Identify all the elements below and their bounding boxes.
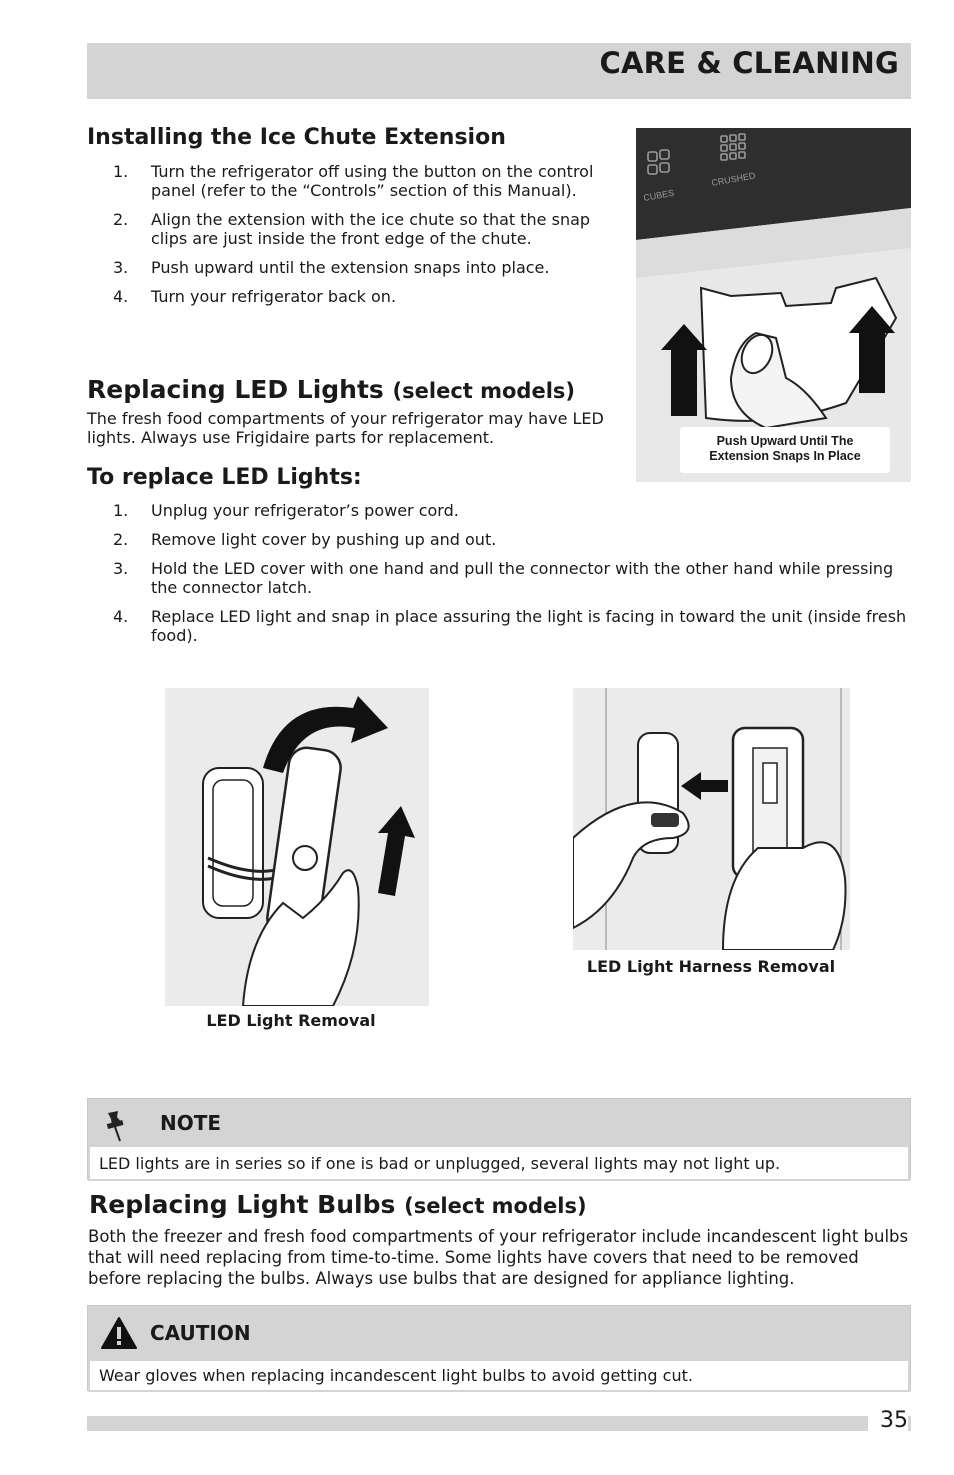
note-title: NOTE: [160, 1111, 222, 1135]
led-subheading: To replace LED Lights:: [87, 465, 362, 490]
list-item: 4. Replace LED light and snap in place assuring the light is facing in toward the unit (inside fresh food).: [113, 607, 907, 645]
warning-triangle-icon: [100, 1316, 138, 1354]
cubes-label: CUBES: [642, 187, 675, 203]
caution-header: [88, 1306, 910, 1361]
note-header: [88, 1099, 910, 1147]
footer-bar: [87, 1416, 911, 1431]
note-text: LED lights are in series so if one is bad or unplugged, several lights may not light up.: [88, 1147, 910, 1181]
led-heading: Replacing LED Lights (select models): [87, 375, 576, 404]
led-harness-caption: LED Light Harness Removal: [586, 957, 836, 976]
list-item: 3. Push upward until the extension snaps into place.: [113, 258, 550, 277]
led-removal-illustration: [153, 688, 429, 1006]
crushed-label: CRUSHED: [710, 170, 757, 188]
ice-chute-callout: Push Upward Until The Extension Snaps In Place: [680, 427, 890, 473]
note-box: [87, 1098, 911, 1180]
list-item: 1. Turn the refrigerator off using the button on the control panel (refer to the “Controls” section of this Manual).: [113, 162, 594, 200]
pushpin-icon: [102, 1109, 128, 1147]
list-item: 2. Align the extension with the ice chute so that the snap clips are just inside the front edge of the chute.: [113, 210, 591, 248]
led-harness-illustration: [573, 688, 850, 950]
ice-chute-steps: [87, 162, 627, 316]
caution-box: [87, 1305, 911, 1391]
page-number: 35: [868, 1408, 908, 1433]
led-intro: The fresh food compartments of your refrigerator may have LED lights. Always use Frigidaire parts for replacement.: [87, 409, 604, 447]
list-item: 1. Unplug your refrigerator’s power cord.: [113, 501, 459, 520]
led-steps: [87, 501, 913, 655]
caution-title: CAUTION: [150, 1321, 251, 1345]
led-removal-caption: LED Light Removal: [206, 1011, 376, 1030]
light-bulbs-text: Both the freezer and fresh food compartments of your refrigerator include incandescent light bulbs that will need replacing from time-to-time. Some lights have covers that need to be removed before replacing the bulbs. Always use bulbs that are designed for appliance lighting.: [88, 1227, 909, 1288]
light-bulbs-heading: Replacing Light Bulbs (select models): [89, 1190, 587, 1219]
ice-chute-heading: Installing the Ice Chute Extension: [87, 125, 506, 150]
list-item: 3. Hold the LED cover with one hand and pull the connector with the other hand while pressing the connector latch.: [113, 559, 894, 597]
header-bar: [87, 43, 911, 99]
caution-text: Wear gloves when replacing incandescent light bulbs to avoid getting cut.: [88, 1361, 910, 1392]
list-item: 4. Turn your refrigerator back on.: [113, 287, 397, 306]
page-title: CARE & CLEANING: [599, 46, 899, 80]
list-item: 2. Remove light cover by pushing up and out.: [113, 530, 497, 549]
